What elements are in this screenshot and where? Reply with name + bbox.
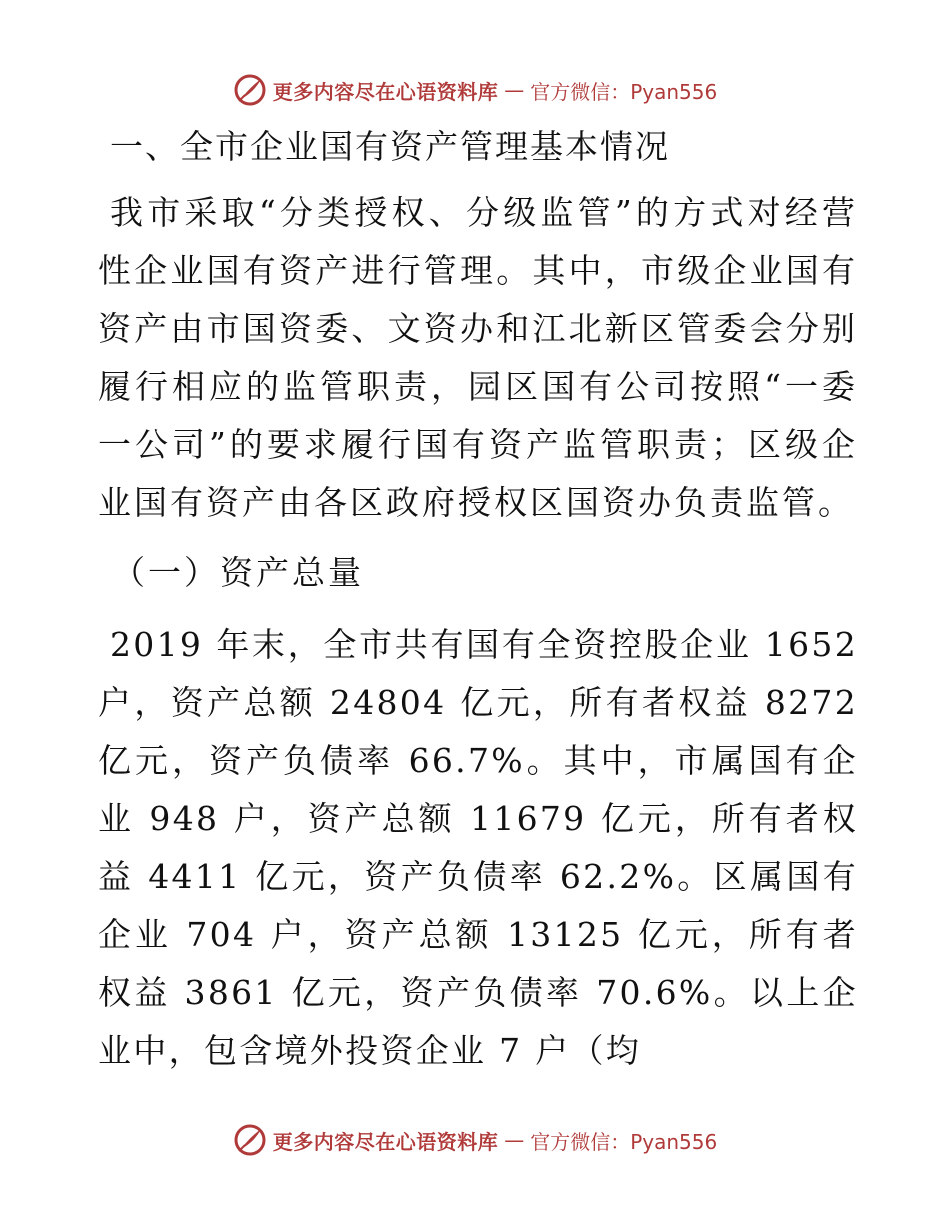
paragraph-management: 我市采取“分类授权、分级监管”的方式对经营性企业国有资产进行管理。其中，市级企业国有资产由市国资委、文资办和江北新区管委会分别履行相应的监管职责，园区国有公司按照“一委一公司”的要求履行国有资产监管职责；区级企业国有资产由各区政府授权区国资办负责监管。 [98, 193, 858, 522]
watermark-separator: — [504, 1128, 525, 1152]
watermark-wechat: 官方微信：Pyan556 [530, 1129, 718, 1154]
header-watermark [0, 70, 950, 110]
feather-quill-icon [233, 1123, 267, 1157]
watermark-wechat: 官方微信：Pyan556 [530, 79, 718, 104]
watermark-separator: — [504, 78, 525, 102]
watermark-text: 更多内容尽在心语资料库 [272, 1129, 499, 1154]
watermark-text: 更多内容尽在心语资料库 [272, 79, 499, 104]
document-body [98, 118, 858, 1080]
footer-watermark [0, 1120, 950, 1160]
subsection-heading: （一）资产总量 [112, 553, 364, 592]
section-heading: 一、全市企业国有资产管理基本情况 [110, 127, 670, 166]
feather-quill-icon [233, 73, 267, 107]
paragraph-asset-total: 2019 年末，全市共有国有全资控股企业 1652 户，资产总额 24804 亿元，所有者权益 8272 亿元，资产负债率 66.7%。其中，市属国有企业 948 户，资产总额 11679 亿元，所有者权益 4411 亿元，资产负债率 62.2%。区属国有企业 704 户，资产总额 13125 亿元，所有者权益 3861 亿元，资产负债率 70.6%。以上企业中，包含境外投资企业 7 户（均 [98, 625, 858, 1070]
